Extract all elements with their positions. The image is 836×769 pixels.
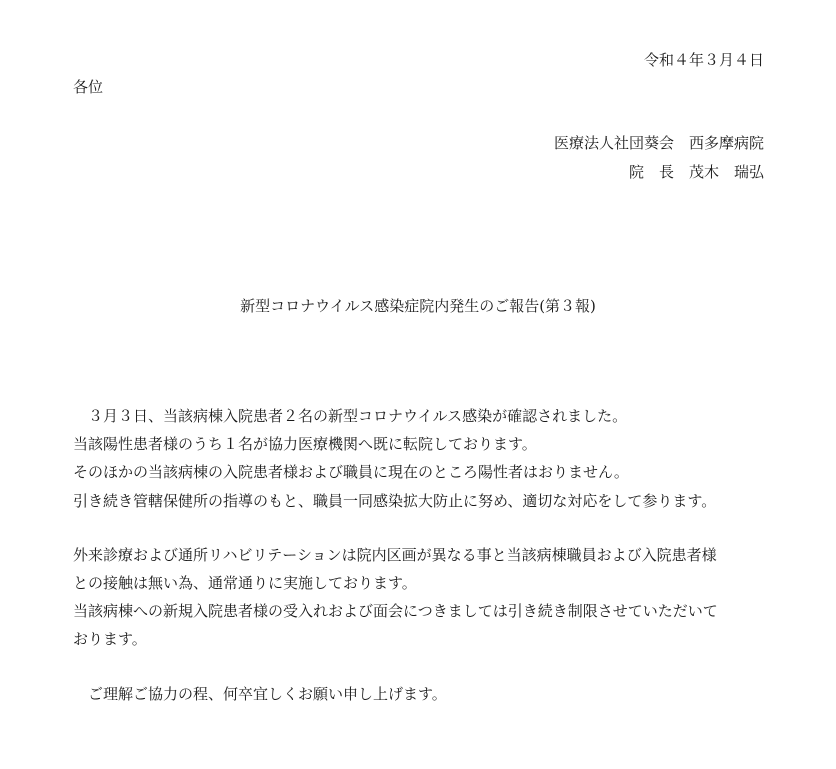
document-title: 新型コロナウイルス感染症院内発生のご報告(第３報): [240, 297, 596, 315]
body-line: 当該陽性患者様のうち１名が協力医療機関へ既に転院しております。: [73, 435, 537, 453]
body-line: おります。: [73, 630, 147, 648]
body-line: 外来診療および通所リハビリテーションは院内区画が異なる事と当該病棟職員および入院患者様: [73, 546, 717, 564]
director-name: 院 長 茂木 瑞弘: [628, 163, 764, 181]
body-line: 当該病棟への新規入院患者様の受入れおよび面会につきましては引き続き制限させていただいて: [73, 602, 718, 620]
body-line: そのほかの当該病棟の入院患者様および職員に現在のところ陽性者はおりません。: [73, 463, 629, 481]
body-line: との接触は無い為、通常通りに実施しております。: [73, 574, 417, 592]
recipient: 各位: [73, 78, 104, 96]
body-line: ３月３日、当該病棟入院患者２名の新型コロナウイルス感染が確認されました。: [88, 407, 628, 425]
body-line: 引き続き管轄保健所の指導のもと、職員一同感染拡大防止に努め、適切な対応をして参ります。: [73, 492, 717, 510]
document-date: 令和４年３月４日: [643, 51, 764, 69]
organization-name: 医療法人社団葵会 西多摩病院: [553, 134, 764, 152]
closing-line: ご理解ご協力の程、何卒宜しくお願い申し上げます。: [88, 685, 447, 703]
